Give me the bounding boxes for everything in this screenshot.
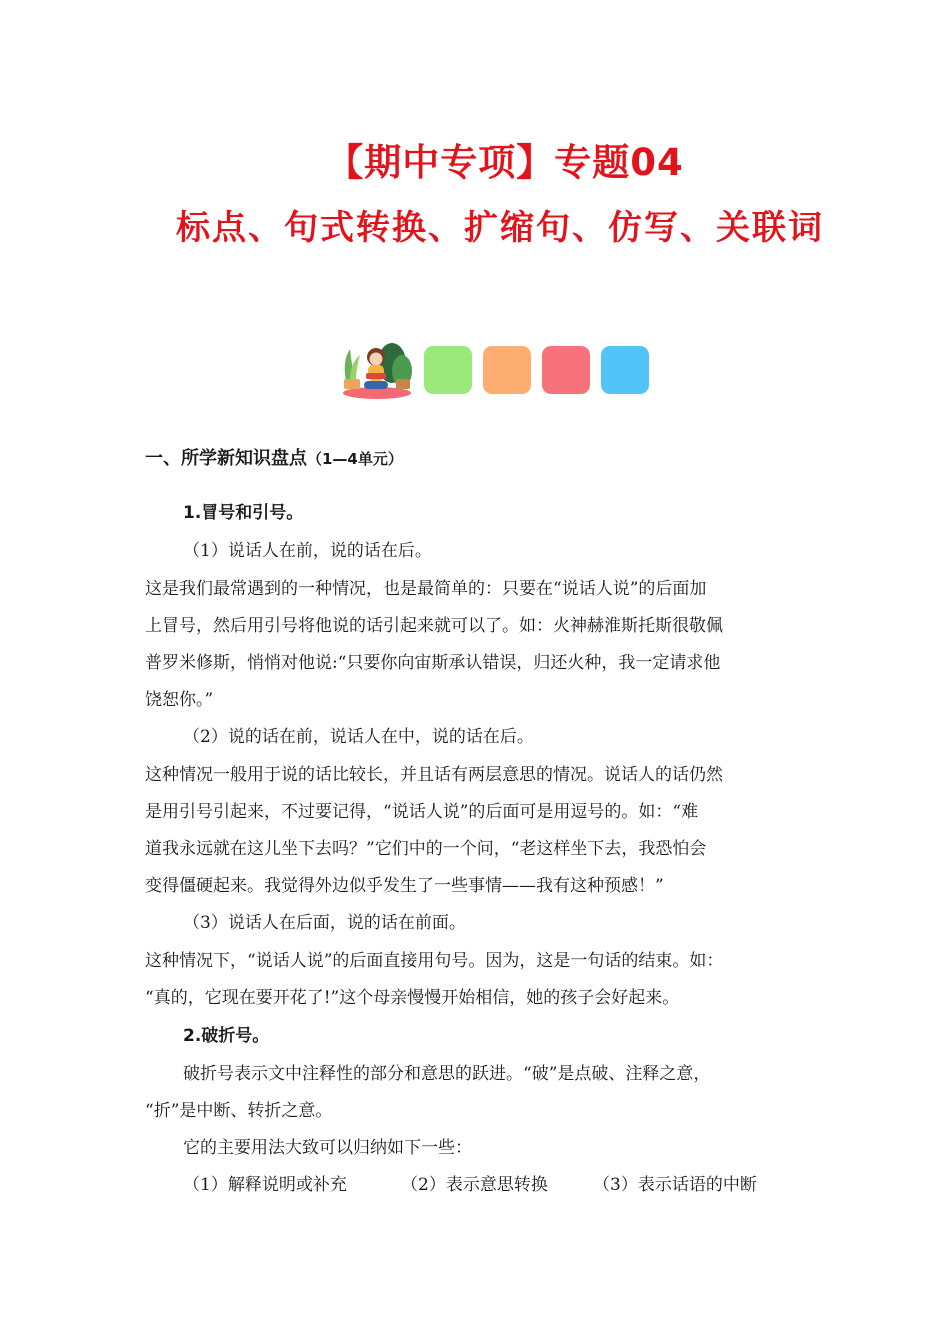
section-heading xyxy=(145,444,403,470)
dash-heading: 2.破折号。 xyxy=(183,1026,270,1046)
colon-quote-heading: 1.冒号和引号。 xyxy=(183,503,304,523)
dash-usage-item: （3）表示话语的中断 xyxy=(593,1175,757,1195)
case-3-line: “真的，它现在要开花了!”这个母亲慢慢开始相信，她的孩子会好起来。 xyxy=(145,988,680,1008)
title-line-2: 标点、句式转换、扩缩句、仿写、关联词 xyxy=(176,208,824,248)
title-line-1: 【期中专项】专题04 xyxy=(326,141,684,184)
case-2-line: 是用引号引起来，不过要记得，“说话人说”的后面可是用逗号的。如：“难 xyxy=(145,802,699,822)
red-tile xyxy=(542,346,590,394)
case-2-line: 变得僵硬起来。我觉得外边似乎发生了一些事情——我有这种预感！” xyxy=(145,876,664,896)
dash-usage-item: （2）表示意思转换 xyxy=(401,1175,548,1195)
case-3-title: （3）说话人在后面，说的话在前面。 xyxy=(183,913,466,933)
case-1-line: 上冒号，然后用引号将他说的话引起来就可以了。如：火神赫淮斯托斯很敬佩 xyxy=(145,616,723,636)
case-1-line: 这是我们最常遇到的一种情况，也是最简单的：只要在“说话人说”的后面加 xyxy=(145,579,707,599)
case-1-title: （1）说话人在前，说的话在后。 xyxy=(183,541,432,561)
section-heading-text: 一、所学新知识盘点 xyxy=(145,448,307,469)
dash-intro-line: 破折号表示文中注释性的部分和意思的跃进。“破”是点破、注释之意， xyxy=(183,1064,711,1084)
case-2-line: 这种情况一般用于说的话比较长，并且话有两层意思的情况。说话人的话仍然 xyxy=(145,765,723,785)
green-tile xyxy=(424,346,472,394)
case-2-line: 道我永远就在这儿坐下去吗？”它们中的一个问，“老这样坐下去，我恐怕会 xyxy=(145,839,707,859)
decorative-banner xyxy=(340,340,660,400)
case-1-line: 普罗米修斯，悄悄对他说:“只要你向宙斯承认错误，归还火种，我一定请求他 xyxy=(145,653,721,673)
case-3-line: 这种情况下，“说话人说”的后面直接用句号。因为，这是一句话的结束。如： xyxy=(145,951,724,971)
dash-usage-list xyxy=(183,1170,757,1195)
dash-usage-item: （1）解释说明或补充 xyxy=(183,1175,347,1195)
dash-intro-line: “折”是中断、转折之意。 xyxy=(145,1101,333,1121)
case-2-title: （2）说的话在前，说话人在中，说的话在后。 xyxy=(183,727,534,747)
orange-tile xyxy=(483,346,531,394)
reading-girl-illustration xyxy=(340,341,414,399)
case-1-line: 饶恕你。” xyxy=(145,690,214,710)
section-heading-suffix: （1—4单元） xyxy=(307,450,403,468)
dash-usage-intro: 它的主要用法大致可以归纳如下一些： xyxy=(183,1138,472,1158)
blue-tile xyxy=(601,346,649,394)
